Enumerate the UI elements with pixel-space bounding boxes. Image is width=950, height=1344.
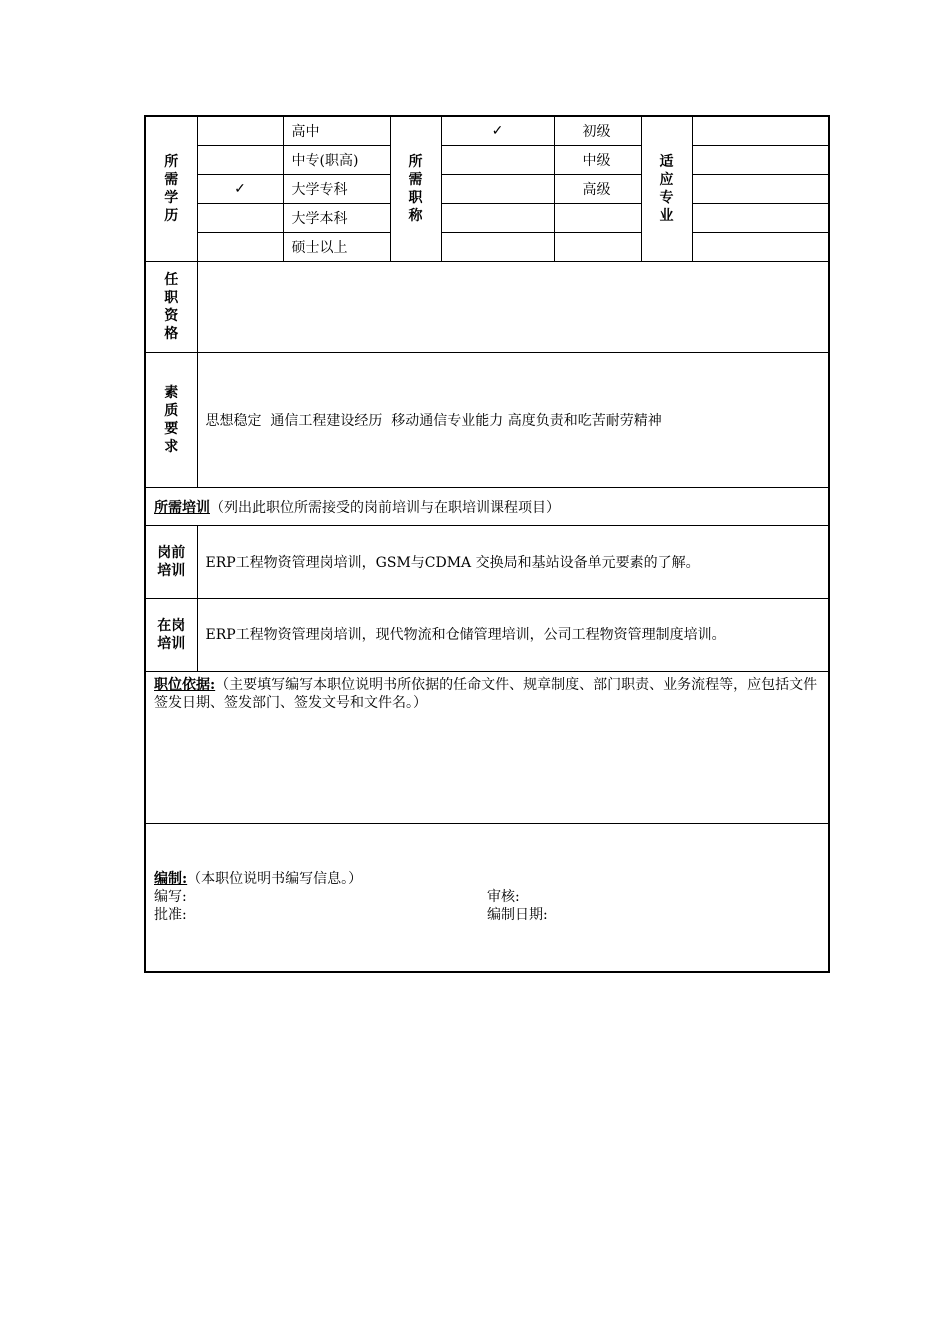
date-field[interactable]: 编制日期: <box>487 907 548 923</box>
job-description-form <box>144 115 828 973</box>
major-cell-2[interactable] <box>692 175 829 204</box>
education-option-4: 硕士以上 <box>283 233 390 262</box>
education-check-3[interactable] <box>197 204 283 233</box>
education-check-2[interactable]: ✓ <box>197 175 283 204</box>
compile-section <box>145 824 829 972</box>
writer-field[interactable]: 编写: <box>154 889 187 905</box>
compile-heading: 编制: <box>154 871 188 887</box>
education-check-0[interactable] <box>197 116 283 146</box>
major-cell-0[interactable] <box>692 116 829 146</box>
pre-training-content[interactable]: ERP工程物资管理岗培训，GSM与CDMA 交换局和基站设备单元要素的了解。 <box>197 526 829 599</box>
title-option-0: 初级 <box>554 116 641 146</box>
pre-training-label: 岗前 培训 <box>145 526 197 599</box>
major-label: 适 应 专 业 <box>641 116 692 262</box>
requirements-table <box>144 115 830 973</box>
basis-section[interactable] <box>145 672 829 824</box>
compile-note: （本职位说明书编写信息。） <box>187 871 363 887</box>
title-check-1[interactable] <box>441 146 554 175</box>
title-option-1: 中级 <box>554 146 641 175</box>
approver-field[interactable]: 批准: <box>154 907 187 923</box>
education-label: 所 需 学 历 <box>145 116 197 262</box>
title-label: 所 需 职 称 <box>390 116 441 262</box>
on-training-label: 在岗 培训 <box>145 599 197 672</box>
major-cell-4[interactable] <box>692 233 829 262</box>
training-heading: 所需培训 <box>154 499 210 516</box>
title-option-3 <box>554 204 641 233</box>
title-option-2: 高级 <box>554 175 641 204</box>
basis-note: （主要填写编写本职位说明书所依据的任命文件、规章制度、部门职责、业务流程等，应包括文件签发日期、签发部门、签发文号和文件名。） <box>154 677 818 711</box>
qualification-content[interactable] <box>197 262 829 353</box>
quality-content[interactable]: 思想稳定 通信工程建设经历 移动通信专业能力 高度负责和吃苦耐劳精神 <box>197 353 829 488</box>
title-check-2[interactable] <box>441 175 554 204</box>
education-option-1: 中专(职高) <box>283 146 390 175</box>
title-check-4[interactable] <box>441 233 554 262</box>
reviewer-field[interactable]: 审核: <box>487 889 520 905</box>
quality-label: 素 质 要 求 <box>145 353 197 488</box>
training-note: （列出此职位所需接受的岗前培训与在职培训课程项目） <box>210 499 560 516</box>
education-option-2: 大学专科 <box>283 175 390 204</box>
education-check-4[interactable] <box>197 233 283 262</box>
title-check-0[interactable]: ✓ <box>441 116 554 146</box>
education-option-0: 高中 <box>283 116 390 146</box>
major-cell-3[interactable] <box>692 204 829 233</box>
education-option-3: 大学本科 <box>283 204 390 233</box>
on-training-content[interactable]: ERP工程物资管理岗培训，现代物流和仓储管理培训，公司工程物资管理制度培训。 <box>197 599 829 672</box>
qualification-label: 任 职 资 格 <box>145 262 197 353</box>
title-check-3[interactable] <box>441 204 554 233</box>
title-option-4 <box>554 233 641 262</box>
education-check-1[interactable] <box>197 146 283 175</box>
training-heading-row <box>145 488 829 526</box>
major-cell-1[interactable] <box>692 146 829 175</box>
basis-heading: 职位依据: <box>154 677 216 693</box>
